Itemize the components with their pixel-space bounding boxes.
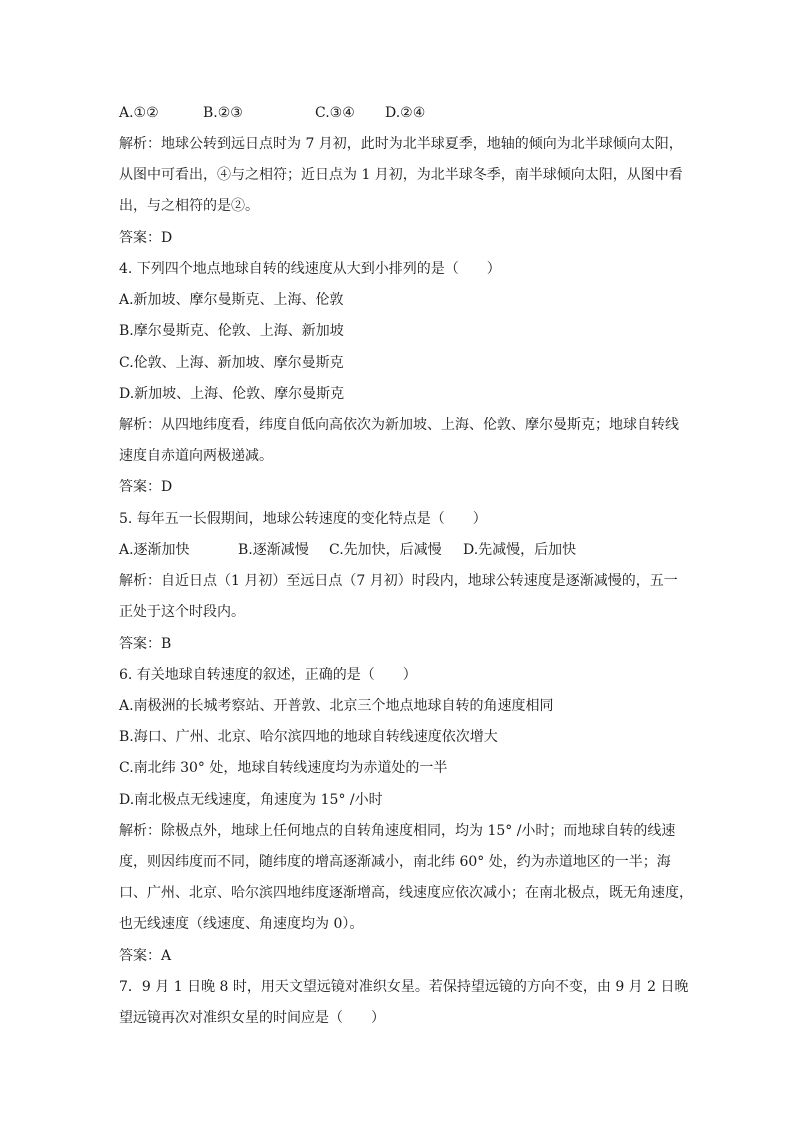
q3-option-c: C.③④ [315,105,355,121]
q6-option-c: C.南北纬 30° 处，地球自转线速度均为赤道处的一半 [119,760,448,776]
q5-option-d: D.先减慢，后加快 [463,542,577,558]
q5-options [119,540,576,560]
q5-stem: 5. 每年五一长假期间，地球公转速度的变化特点是（ ） [119,511,487,527]
q6-option-b: B.海口、广州、北京、哈尔滨四地的地球自转线速度依次增大 [119,729,498,745]
q5-option-c: C.先加快，后减慢 [329,542,442,558]
q5-option-a: A.逐渐加快 [119,542,190,558]
q4-analysis-line: 速度自赤道向两极递减。 [119,448,273,464]
q6-analysis-line: 也无线速度（线速度、角速度均为 0）。 [119,916,364,932]
q3-option-a: A.①② [119,105,159,121]
q6-analysis-line: 口、广州、北京、哈尔滨四地纬度逐渐增高，线速度应依次减小；在南北极点，既无角速度， [119,885,693,901]
q3-options [119,103,425,123]
q5-answer: 答案：B [119,636,172,652]
q5-option-b: B.逐渐减慢 [238,542,309,558]
q6-analysis-line: 解析：除极点外，地球上任何地点的自转角速度相同，均为 15° /小时；而地球自转的线速 [119,823,676,839]
q3-option-b: B.②③ [203,105,243,121]
q6-option-a: A.南极洲的长城考察站、开普敦、北京三个地点地球自转的角速度相同 [119,698,554,714]
q7-stem-line: 7．9 月 1 日晚 8 时，用天文望远镜对准织女星。若保持望远镜的方向不变，由 9 月 2 日晚 [119,979,689,995]
q5-analysis-line: 正处于这个时段内。 [119,604,245,620]
q5-analysis-line: 解析：自近日点（1 月初）至远日点（7 月初）时段内，地球公转速度是逐渐减慢的，五一 [119,573,678,589]
q3-analysis-line: 解析：地球公转到远日点时为 7 月初，此时为北半球夏季，地轴的倾向为北半球倾向太阳， [119,136,683,152]
q4-option-c: C.伦敦、上海、新加坡、摩尔曼斯克 [119,355,344,371]
q7-stem-line: 望远镜再次对准织女星的时间应是（ ） [119,1010,385,1026]
q3-answer: 答案：D [119,230,173,246]
q4-stem: 4. 下列四个地点地球自转的线速度从大到小排列的是（ ） [119,261,501,277]
q4-option-b: B.摩尔曼斯克、伦敦、上海、新加坡 [119,323,344,339]
q3-analysis-line: 从图中可看出，④与之相符；近日点为 1 月初，为北半球冬季，南半球倾向太阳，从图中看 [119,167,683,183]
q6-answer: 答案：A [119,948,172,964]
q6-analysis-line: 度，则因纬度而不同，随纬度的增高逐渐减小，南北纬 60° 处，约为赤道地区的一半；海 [119,854,671,870]
q6-option-d: D.南北极点无线速度，角速度为 15° /小时 [119,792,383,808]
q3-option-d: D.②④ [385,105,426,121]
q4-option-d: D.新加坡、上海、伦敦、摩尔曼斯克 [119,386,345,402]
q3-analysis-line: 出，与之相符的是②。 [119,198,259,214]
q4-option-a: A.新加坡、摩尔曼斯克、上海、伦敦 [119,292,344,308]
q4-analysis-line: 解析：从四地纬度看，纬度自低向高依次为新加坡、上海、伦敦、摩尔曼斯克；地球自转线 [119,417,679,433]
q6-stem: 6. 有关地球自转速度的叙述，正确的是（ ） [119,667,417,683]
q4-answer: 答案：D [119,479,173,495]
